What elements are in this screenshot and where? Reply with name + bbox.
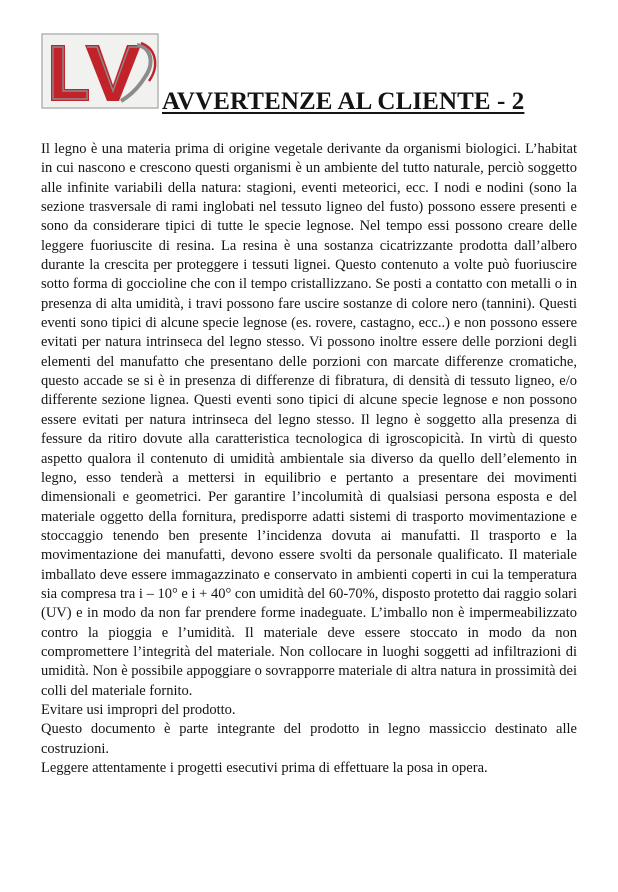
company-logo <box>41 33 161 111</box>
lv-logo-icon <box>41 33 161 111</box>
document-body <box>41 140 577 778</box>
body-paragraph-integral-part: Questo documento è parte integrante del prodotto in legno massiccio destinato alle costruzioni. <box>41 721 577 757</box>
body-paragraph-warning: Evitare usi impropri del prodotto. <box>41 701 236 718</box>
document-title: AVVERTENZE AL CLIENTE - 2 <box>162 88 525 115</box>
body-paragraph-read-projects: Leggere attentamente i progetti esecutivi prima di effettuare la posa in opera. <box>41 760 488 776</box>
body-paragraph-main: Il legno è una materia prima di origine vegetale derivante da organismi biologici. L’habitat in cui nascono e crescono questi organismi è un ambiente del tutto naturale, perciò soggetto alle infinite variabili della natura: stagioni, eventi meteorici, ecc. I nodi e nodini (sono la sezione trasversale di rami inglobati nel tessuto ligneo del fusto) possono essere presenti e sono da considerare tipici di tutte le specie legnose. Nel tempo essi possono creare delle leggere fuoriuscite di resina. La resina è una sostanza cicatrizzante prodotta dall’albero durante la crescita per proteggere i tessuti lignei. Questo contenuto a volte può fuoriuscire sotto forma di goccioline che con il tempo cristallizzano. Se posti a contatto con metalli o in presenza di alta umidità, i travi possono fare uscire sostanze di colore nero (tannini). Questi eventi sono tipici di alcune specie legnose (es. rovere, castagno, ecc..) e non possono essere evitati per natura intrinseca del legno stesso. Vi possono inoltre essere delle porzioni degli elementi del manufatto che presentano delle porzioni con marcate differenze cromatiche, questo accade se si è in presenza di differenze di fibratura, di densità di tessuto ligneo, e/o differente sezione lignea. Questi eventi sono tipici di alcune specie legnose e non possono essere evitati per natura intrinseca del legno stesso. Il legno è soggetto alla presenza di fessure da ritiro dovute alla caratteristica tecnologica di igroscopicità. In virtù di questo aspetto qualora il contenuto di umidità ambientale sia diverso da quello dell’elemento in legno, esso tenderà a mettersi in equilibrio e pertanto a presentare dei movimenti dimensionali e geometrici. Per garantire l’incolumità di qualsiasi persona esposta e del materiale oggetto della fornitura, predisporre adatti sistemi di trasporto movimentazione e stoccaggio tenendo ben presente l’incidenza dovuta ai manufatti. Il trasporto e la movimentazione dei manufatti, devono essere svolti da personale qualificato. Il materiale imballato deve essere immagazzinato e conservato in ambienti coperti in cui la temperatura sia compresa tra i – 10° e i + 40° con umidità del 60-70%, disposto protetto dai raggio solari (UV) e in modo da non far prendere forme inadeguate. L’imballo non è impermeabilizzato contro la pioggia e l’umidità. Il materiale deve essere stoccato in modo da non compromettere l’integrità del materiale. Non collocare in luoghi soggetti ad infiltrazioni di umidità. Non è possibile appoggiare o sovrapporre materiale di altra natura in prossimità dei colli del materiale fornito. <box>41 141 577 699</box>
